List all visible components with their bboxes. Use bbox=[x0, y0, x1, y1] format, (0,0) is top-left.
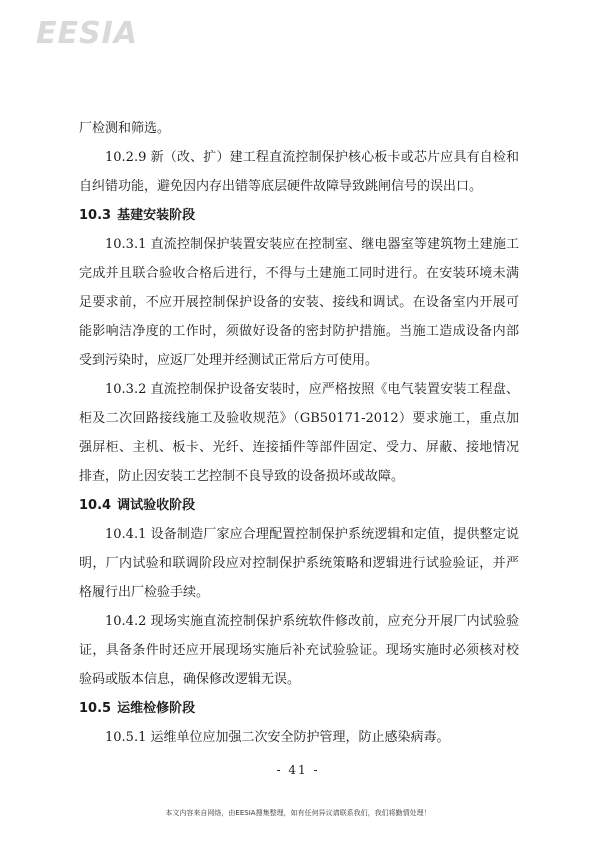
section-title: 基建安装阶段 bbox=[117, 208, 196, 223]
paragraph-10-2-9: 10.2.9 新（改、扩）建工程直流控制保护核心板卡或芯片应具有自检和自纠错功能，避免因内存出错等底层硬件故障导致跳闸信号的误出口。 bbox=[79, 150, 519, 194]
section-number: 10.3 bbox=[79, 208, 112, 223]
paragraph-continuation: 厂检测和筛选。 bbox=[79, 121, 171, 136]
section-title: 调试验收阶段 bbox=[117, 498, 196, 513]
eesia-logo: EESIA bbox=[36, 16, 138, 51]
paragraph-10-4-1: 10.4.1 设备制造厂家应合理配置控制保护系统逻辑和定值，提供整定说明，厂内试验和联调阶段应对控制保护系统策略和逻辑进行试验验证，并严格履行出厂检验手续。 bbox=[79, 527, 519, 600]
page-number: - 41 - bbox=[276, 763, 320, 777]
paragraph-10-3-1: 10.3.1 直流控制保护装置安装应在控制室、继电器室等建筑物土建施工完成并且联合验收合格后进行，不得与土建施工同时进行。在安装环境未满足要求前，不应开展控制保护设备的安装、接线和调试。在设备室内开展可能影响洁净度的工作时，须做好设备的密封防护措施。当施工造成设备内部受到污染时，应返厂处理并经测试正常后方可使用。 bbox=[79, 237, 519, 368]
section-number: 10.4 bbox=[79, 498, 112, 513]
section-number: 10.5 bbox=[79, 701, 112, 716]
paragraph-10-4-2: 10.4.2 现场实施直流控制保护系统软件修改前，应充分开展厂内试验验证，具备条件时还应开展现场实施后补充试验验证。现场实施时必须核对校验码或版本信息，确保修改逻辑无误。 bbox=[79, 614, 519, 687]
footer-disclaimer: 本文内容来自网络，由EESIA搜集整理，如有任何异议请联系我们，我们将勤情处理！ bbox=[165, 809, 431, 817]
paragraph-10-5-1: 10.5.1 运维单位应加强二次安全防护管理，防止感染病毒。 bbox=[105, 730, 450, 745]
paragraph-10-3-2: 10.3.2 直流控制保护设备安装时，应严格按照《电气装置安装工程盘、柜及二次回路接线施工及验收规范》（GB50171-2012）要求施工，重点加强屏柜、主机、板卡、光纤、连接插件等部件固定、受力、屏蔽、接地情况排查，防止因安装工艺控制不良导致的设备损坏或故障。 bbox=[79, 382, 519, 484]
document-body bbox=[79, 114, 519, 752]
section-heading-10-4 bbox=[79, 491, 519, 520]
section-title: 运维检修阶段 bbox=[117, 701, 196, 716]
section-heading-10-5 bbox=[79, 694, 519, 723]
section-heading-10-3 bbox=[79, 201, 519, 230]
